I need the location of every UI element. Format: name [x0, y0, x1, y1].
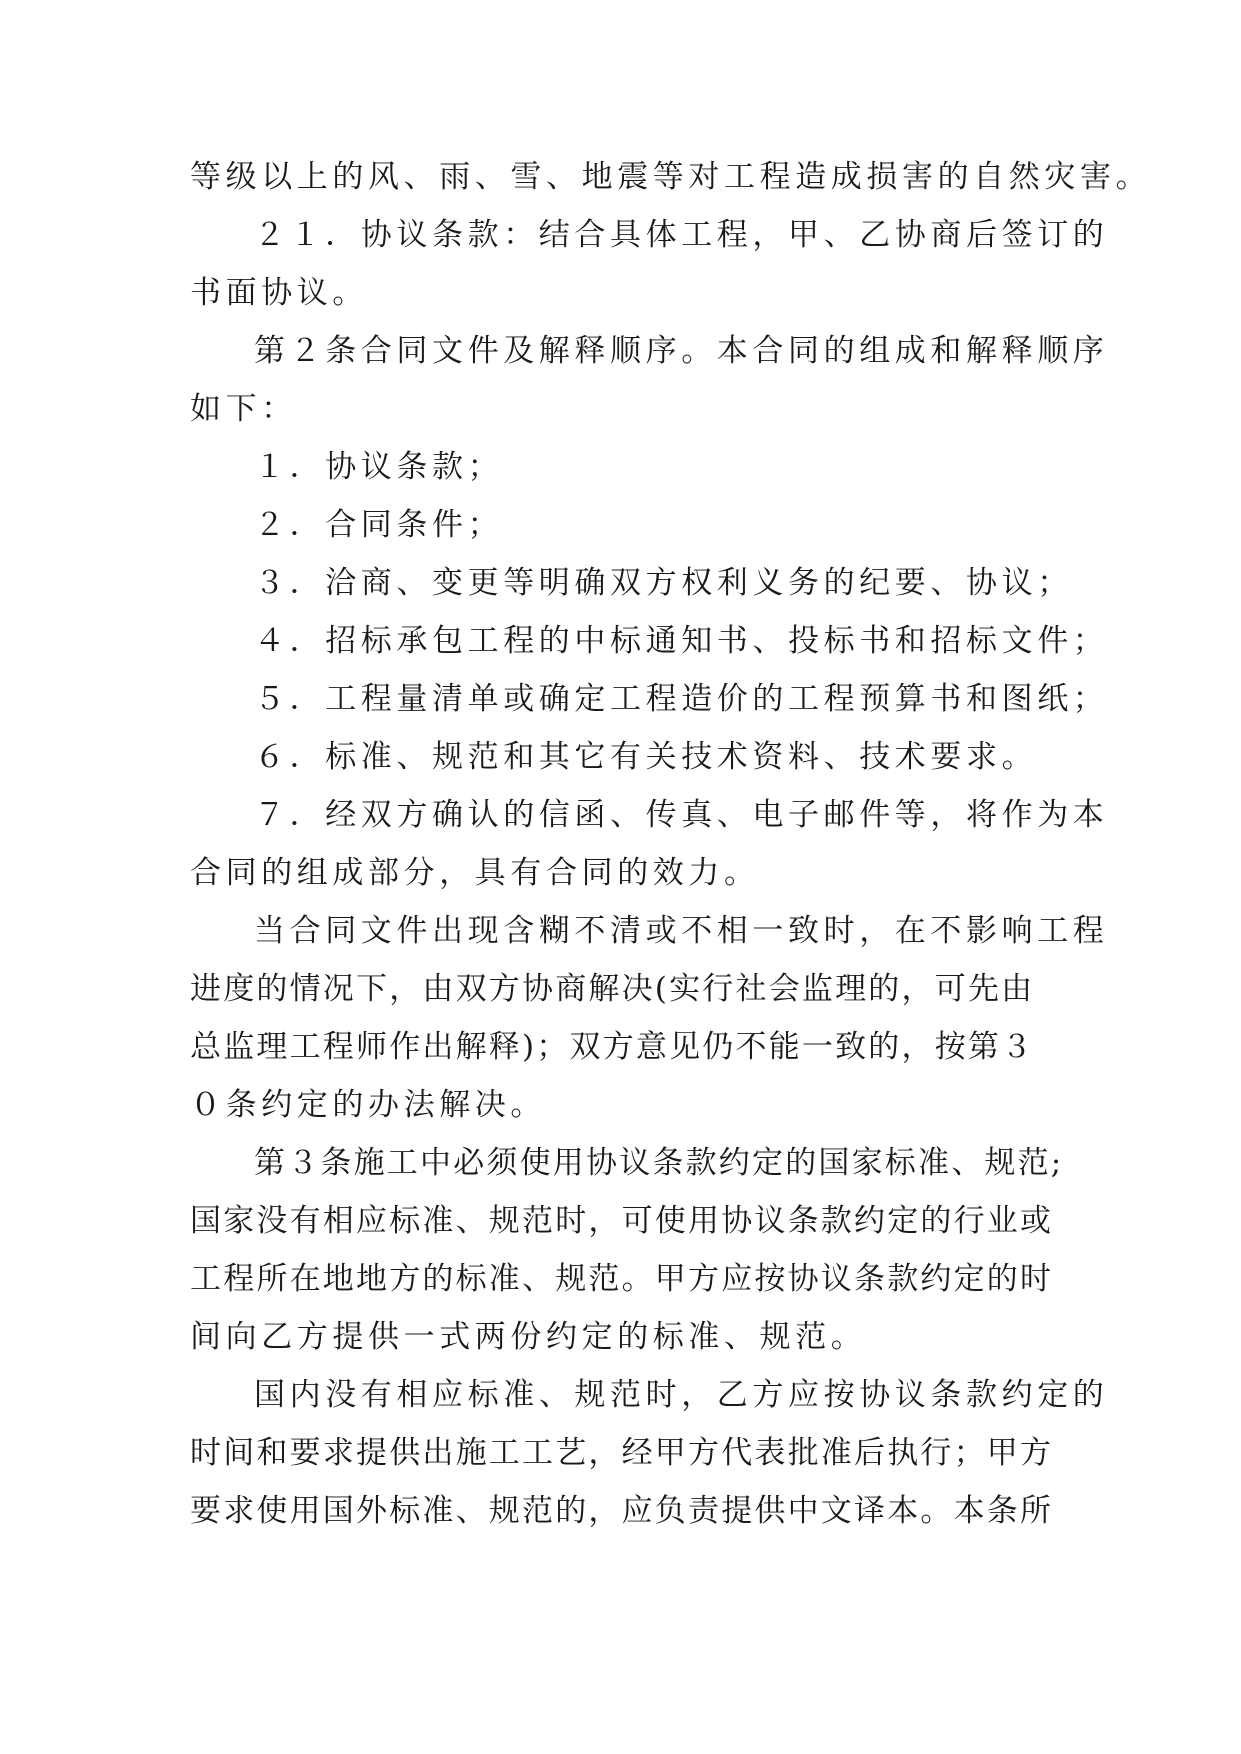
- list-item: ５．工程量清单或确定工程造价的工程预算书和图纸；: [254, 681, 1109, 717]
- text-line: 等级以上的风、雨、雪、地震等对工程造成损害的自然灾害。: [190, 159, 1152, 195]
- text-line: 书面协议。: [190, 275, 368, 311]
- list-item: ４．招标承包工程的中标通知书、投标书和招标文件；: [254, 623, 1109, 659]
- text-line: ２１．协议条款：结合具体工程，甲、乙协商后签订的: [254, 217, 1109, 253]
- list-item: ６．标准、规范和其它有关技术资料、技术要求。: [254, 739, 1038, 775]
- text-line: 间向乙方提供一式两份约定的标准、规范。: [190, 1319, 867, 1355]
- text-line: 如下：: [190, 391, 297, 427]
- text-line: 要求使用国外标准、规范的，应负责提供中文译本。本条所: [190, 1493, 1054, 1529]
- text-line: 第３条施工中必须使用协议条款约定的国家标准、规范;: [254, 1145, 1064, 1181]
- text-line: 国内没有相应标准、规范时，乙方应按协议条款约定的: [254, 1377, 1109, 1413]
- text-line: 当合同文件出现含糊不清或不相一致时，在不影响工程: [254, 913, 1109, 949]
- list-item: １．协议条款；: [254, 449, 504, 485]
- text-line: 国家没有相应标准、规范时，可使用协议条款约定的行业或: [190, 1203, 1054, 1239]
- text-line: 时间和要求提供出施工工艺，经甲方代表批准后执行；甲方: [190, 1435, 1054, 1471]
- list-item: ７．经双方确认的信函、传真、电子邮件等，将作为本: [254, 797, 1109, 833]
- text-line: 合同的组成部分，具有合同的效力。: [190, 855, 760, 891]
- text-line: 工程所在地地方的标准、规范。甲方应按协议条款约定的时: [190, 1261, 1054, 1297]
- text-line: 总监理工程师作出解释)；双方意见仍不能一致的，按第３: [190, 1029, 1035, 1065]
- list-item: ３．洽商、变更等明确双方权利义务的纪要、协议；: [254, 565, 1073, 601]
- text-line: 进度的情况下，由双方协商解决(实行社会监理的，可先由: [190, 971, 1035, 1007]
- document-body: [190, 148, 1152, 1540]
- text-line: ０条约定的办法解决。: [190, 1087, 546, 1123]
- list-item: ２．合同条件；: [254, 507, 504, 543]
- text-line: 第２条合同文件及解释顺序。本合同的组成和解释顺序: [254, 333, 1109, 369]
